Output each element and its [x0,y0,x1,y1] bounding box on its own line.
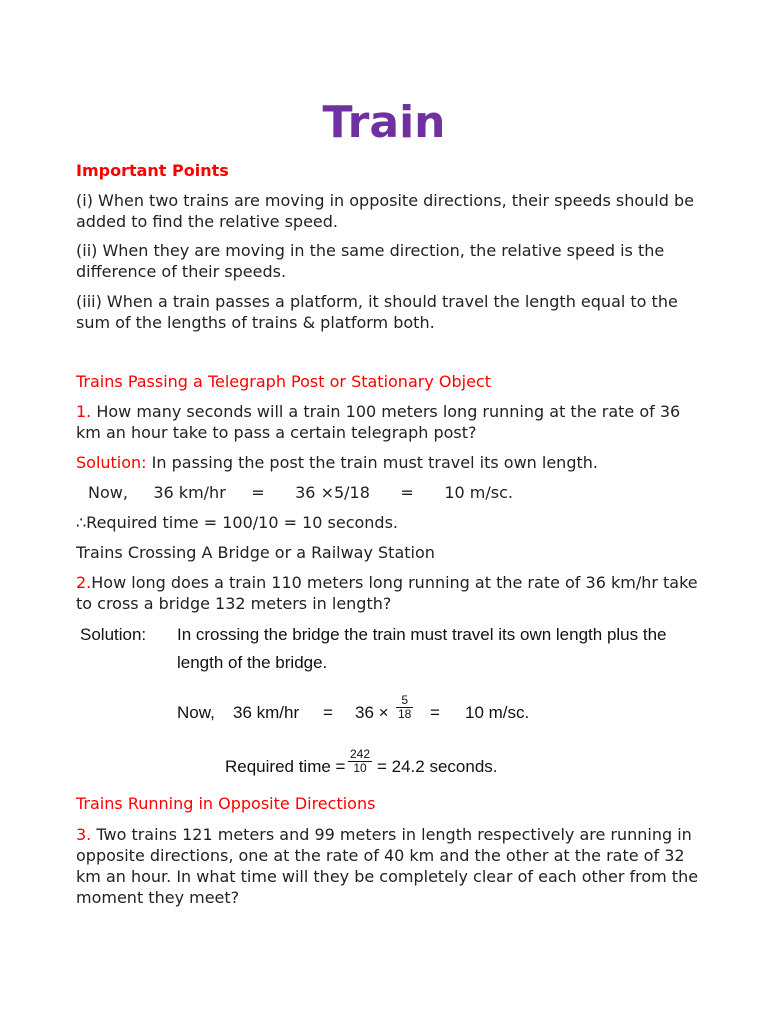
solution-2-speed: 36 km/hr [233,703,300,722]
question-1-number: 1. [76,402,92,421]
solution-2-mult: 36 × [355,703,389,722]
section1-heading: Trains Passing a Telegraph Post or Stationary Object [76,372,491,391]
fraction-1-denominator: 18 [398,707,412,721]
page-title: Train [322,97,446,148]
solution-2-required-result: = 24.2 seconds. [377,757,498,776]
question-3 [76,824,706,908]
question-2-number: 2. [76,573,92,592]
solution-2-now: Now, [177,703,215,722]
solution-2-required-label: Required time = [225,757,346,776]
fraction-2-denominator: 10 [353,761,367,775]
point-3: (iii) When a train passes a platform, it should travel the length equal to the sum of the lengths of trains & platform both. [76,292,678,332]
point-2: (ii) When they are moving in the same direction, the relative speed is the difference of their speeds. [76,241,665,281]
solution-2-eq2: = [430,703,440,722]
solution-2-line1: In crossing the bridge the train must travel its own length plus the [177,625,667,644]
question-3-number: 3. [76,825,92,844]
solution-2-image [80,618,700,788]
section3-heading: Trains Running in Opposite Directions [76,794,376,813]
solution-1-label: Solution: [76,453,147,472]
solution-1-now-line: Now, 36 km/hr = 36 ×5/18 = 10 m/sc. [88,483,513,502]
important-points-heading: Important Points [76,161,229,180]
question-1-text: How many seconds will a train 100 meters long running at the rate of 36 km an hour take to pass a certain telegraph post? [76,402,681,442]
section2-heading: Trains Crossing A Bridge or a Railway Station [76,543,435,562]
question-1 [76,401,706,443]
solution-1 [76,452,706,473]
solution-2-eq1: = [323,703,333,722]
question-3-text: Two trains 121 meters and 99 meters in length respectively are running in opposite directions, one at the rate of 40 km and the other at the rate of 32 km an hour. In what time will they be completely clear of each other from the moment they meet? [76,825,699,907]
solution-2-fraction-2 [348,748,372,775]
solution-2-result: 10 m/sc. [465,703,530,722]
fraction-2-numerator: 242 [350,747,371,761]
solution-1-text: In passing the post the train must travel its own length. [146,453,598,472]
fraction-1-numerator: 5 [396,694,413,708]
solution-2-fraction-1 [396,694,413,721]
point-1: (i) When two trains are moving in opposite directions, their speeds should be added to find the relative speed. [76,191,694,231]
solution-2-line2: length of the bridge. [177,653,328,672]
solution-1-required-line: ∴Required time = 100/10 = 10 seconds. [76,513,398,532]
solution-2-label: Solution: [80,625,147,644]
question-2 [76,572,706,614]
question-2-text: How long does a train 110 meters long running at the rate of 36 km/hr take to cross a bridge 132 meters in length? [76,573,698,613]
